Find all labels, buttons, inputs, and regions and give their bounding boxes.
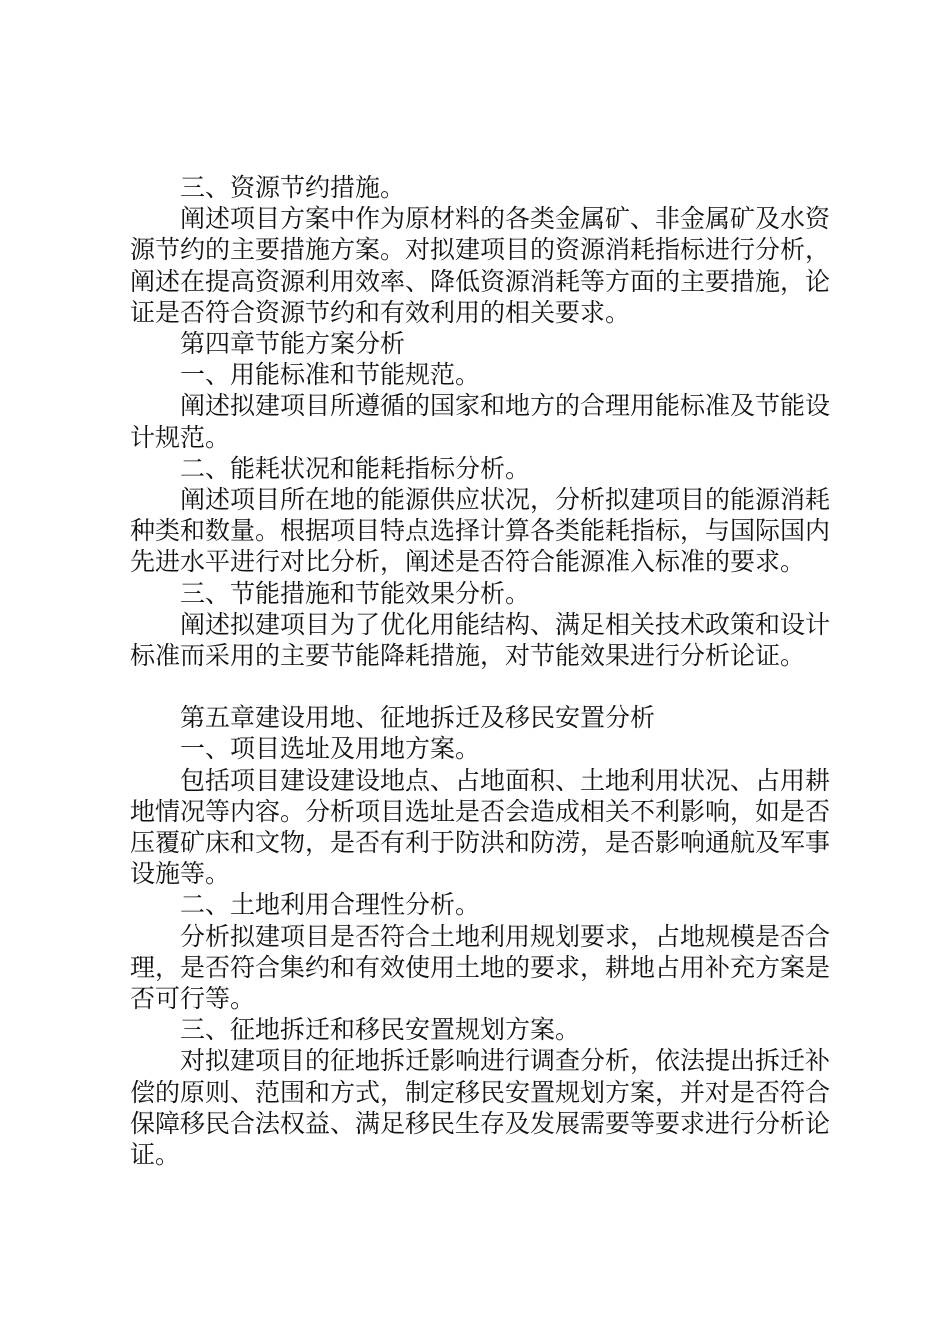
paragraph-energy-standards: 阐述拟建项目所遵循的国家和地方的合理用能标准及节能设计规范。: [130, 391, 831, 452]
section-heading-site-selection: 一、项目选址及用地方案。: [180, 734, 481, 764]
section-heading-energy-measures: 三、节能措施和节能效果分析。: [180, 578, 531, 608]
paragraph-resource-saving: 阐述项目方案中作为原材料的各类金属矿、非金属矿及水资源节约的主要措施方案。对拟建项目的资源消耗指标进行分析，阐述在提高资源利用效率、降低资源消耗等方面的主要措施，论证是否符合资源节约和有效利用的相关要求。: [130, 204, 831, 327]
paragraph-energy-measures: 阐述拟建项目为了优化用能结构、满足相关技术政策和设计标准而采用的主要节能降耗措施，对节能效果进行分析论证。: [130, 609, 831, 671]
section-heading-energy-standards: 一、用能标准和节能规范。: [180, 360, 481, 390]
paragraph-energy-consumption: 阐述项目所在地的能源供应状况，分析拟建项目的能源消耗种类和数量。根据项目特点选择计算各类能耗指标，与国际国内先进水平进行对比分析，阐述是否符合能源准入标准的要求。: [130, 485, 831, 577]
paragraph-site-selection: 包括项目建设建设地点、占地面积、土地利用状况、占用耕地情况等内容。分析项目选址是否会造成相关不利影响，如是否压覆矿床和文物，是否有利于防洪和防涝，是否影响通航及军事设施等。: [130, 765, 831, 889]
section-heading-energy-consumption: 二、能耗状况和能耗指标分析。: [180, 453, 531, 483]
section-heading-land-use: 二、土地利用合理性分析。: [180, 890, 481, 920]
document-body: [130, 172, 830, 1170]
section-heading-resettlement: 三、征地拆迁和移民安置规划方案。: [180, 1015, 581, 1045]
blank-line: [130, 671, 830, 702]
paragraph-resettlement: 对拟建项目的征地拆迁影响进行调查分析，依法提出拆迁补偿的原则、范围和方式，制定移民安置规划方案，并对是否符合保障移民合法权益、满足移民生存及发展需要等要求进行分析论证。: [130, 1046, 831, 1170]
chapter-heading-4: 第四章节能方案分析: [180, 329, 406, 359]
chapter-heading-5: 第五章建设用地、征地拆迁及移民安置分析: [180, 703, 656, 733]
section-heading-resource-saving: 三、资源节约措施。: [180, 173, 406, 202]
paragraph-land-use: 分析拟建项目是否符合土地利用规划要求，占地规模是否合理，是否符合集约和有效使用土地的要求，耕地占用补充方案是否可行等。: [130, 921, 831, 1014]
